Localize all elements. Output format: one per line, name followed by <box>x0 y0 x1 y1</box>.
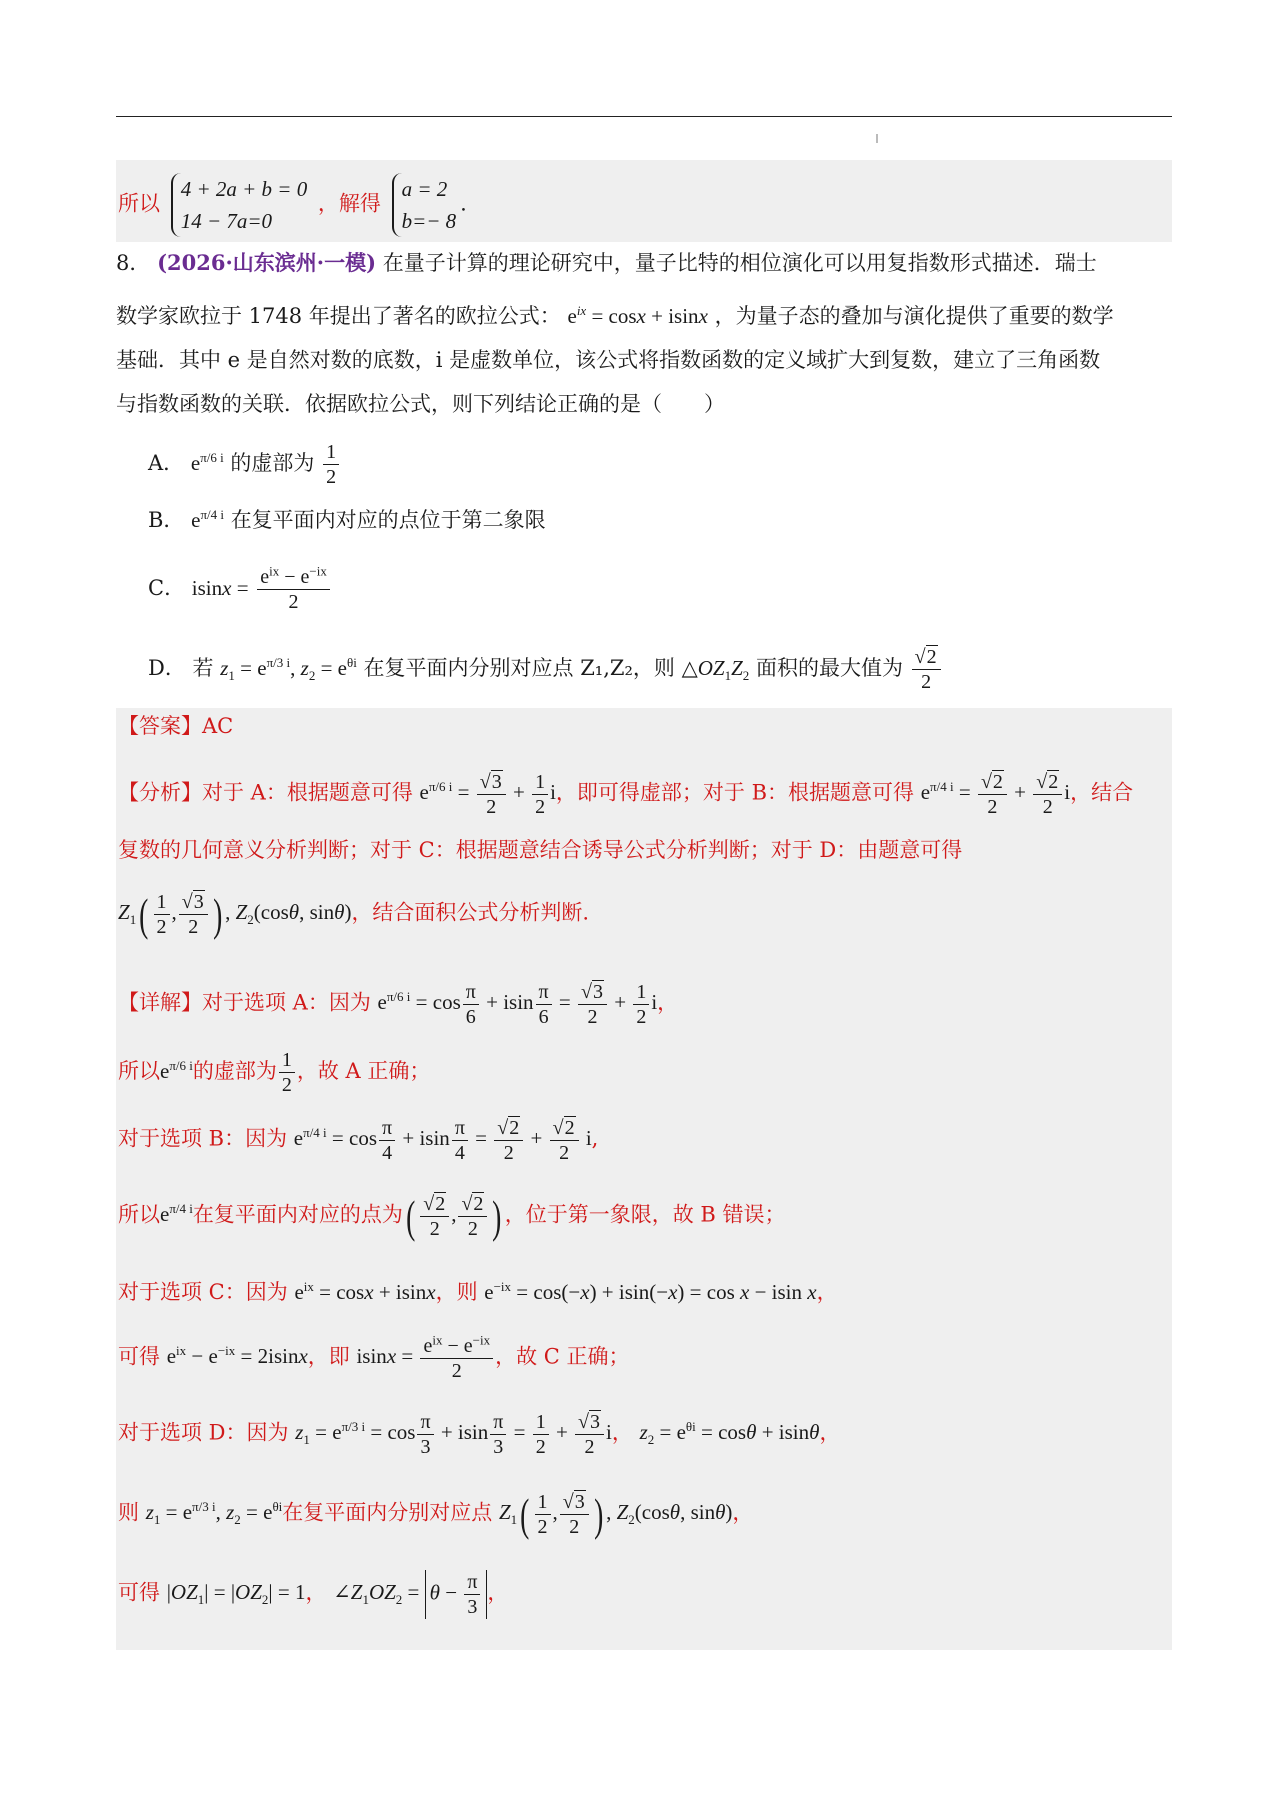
detail-text-2b: 的虚部为 <box>192 1059 277 1083</box>
detail-line-3: 对于选项 B：因为 $e^{\pi/4 i} = \cos$ $\frac{\pi}{4}$ + isin $\frac{\pi}{4}$ = $\frac{√2}{2}$ + $\frac{√2}{2}$ i, <box>118 1117 599 1164</box>
question-text-2b: ，为量子态的叠加与演化提供了重要的数学 <box>714 304 1114 328</box>
equation-system <box>171 173 308 237</box>
prev-solution-block <box>116 160 1172 242</box>
answer-label: 【答案】AC <box>118 714 234 738</box>
detail-line-5: 对于选项 C：因为 $e^{ix} = \cos x + isinx$，则 $e^{-ix} = \cos(-x) + isin(-x) = \cos x - isin$ x， <box>118 1279 838 1304</box>
analysis-text-1c: ，结合 <box>1070 780 1134 805</box>
detail-line-1: 【详解】对于选项 A：因为 $e^{\pi/6 i} = \cos$ $\frac{\pi}{6}$ + isin $\frac{\pi}{6}$ = $\frac{√3}{2}$ + $\frac{1}{2}$ i， <box>118 981 679 1028</box>
question-line-3: 基础．其中 e 是自然对数的底数，i 是虚数单位，该公式将指数函数的定义域扩大到复数，建立了三角函数 <box>116 348 1101 372</box>
detail-text-8a: 则 <box>118 1500 139 1525</box>
option-d-post: 面积的最大值为 <box>755 656 903 680</box>
option-c[interactable]: C． isinx = $\frac{e^{ix} - e^{-ix}}{2}$ <box>148 565 332 614</box>
solution-2: b=− 8 <box>401 209 457 233</box>
option-a[interactable]: A． $e^{\pi/6 i}$ 的虚部为 $\frac{1}{2}$ <box>148 440 341 489</box>
detail-text-6c: ，故 C 正确； <box>495 1344 630 1369</box>
question-line-1 <box>116 249 1097 277</box>
header-rule <box>116 116 1172 117</box>
detail-text-4b: 在复平面内对应的点为 <box>192 1202 403 1227</box>
analysis-text-1b: ，即可得虚部；对于 B：根据题意可得 <box>555 780 915 805</box>
equation-1: 4 + 2a + b = 0 <box>180 177 308 201</box>
option-b-label: B． <box>148 508 185 532</box>
prev-mid: ，解得 <box>317 191 381 216</box>
option-c-label: C． <box>148 576 186 600</box>
option-b[interactable]: B． $e^{\pi/4 i}$ 在复平面内对应的点位于第二象限 <box>148 507 546 532</box>
detail-text-1: 对于选项 A：因为 <box>202 990 371 1015</box>
detail-text-7: 对于选项 D：因为 <box>118 1420 289 1445</box>
detail-line-8: 则 $z_1 = e^{\pi/3 i}$, $z_2 = e^{\theta i}$在复平面内分别对应点 $Z_1$( $\frac{1}{2}$ , $\frac{√3}{2}$ ) , $Z_2(\cos\theta$, sinθ)， <box>118 1488 754 1540</box>
detail-text-4a: 所以 <box>118 1202 160 1227</box>
detail-line-7: 对于选项 D：因为 $z_1 = e^{\pi/3 i} = \cos$ $\frac{\pi}{3}$ + isin $\frac{\pi}{3}$ = $\frac{1}{2}$ + $\frac{√3}{2}$ i， $z_2 = e^{\theta i} = \cos\theta + isin\theta$， <box>118 1411 841 1458</box>
analysis-text-1a: 对于 A：根据题意可得 <box>202 780 413 805</box>
detail-text-3: 对于选项 B：因为 <box>118 1126 288 1151</box>
option-b-text: 在复平面内对应的点位于第二象限 <box>230 508 546 532</box>
detail-line-9: 可得 $|OZ_1| = |OZ_2| = 1$， $\angle Z_1OZ_2 = \theta$ − $\frac{\pi}{3}$ ， <box>118 1571 509 1618</box>
prev-lead: 所以 <box>118 191 160 216</box>
detail-text-6b: ，即 <box>307 1344 350 1369</box>
detail-label: 【详解】 <box>118 990 202 1015</box>
option-d-mid: 在复平面内分别对应点 Z₁,Z₂，则 <box>363 656 675 680</box>
detail-text-2a: 所以 <box>118 1059 160 1083</box>
question-source: (2026·山东滨州·一模) <box>157 250 377 275</box>
detail-text-9: 可得 <box>118 1580 160 1605</box>
detail-line-6: 可得 $e^{ix} - e^{-ix} = 2isinx$，即 isinx = $\frac{e^{ix} - e^{-ix}}{2}$ ，故 C 正确； <box>118 1332 630 1382</box>
solution-system <box>392 173 457 237</box>
detail-text-8b: 在复平面内分别对应点 <box>282 1500 493 1525</box>
question-line-4: 与指数函数的关联．依据欧拉公式，则下列结论正确的是（ ） <box>116 392 725 416</box>
option-d-pre: 若 <box>192 656 214 680</box>
question-text-2a: 数学家欧拉于 1748 年提出了著名的欧拉公式： <box>116 304 561 328</box>
question-number: 8． <box>116 251 151 275</box>
option-a-label: A． <box>148 451 185 475</box>
analysis-line-3: $Z_1$( $\frac{1}{2}$ , $\frac{√3}{2}$ ) , $Z_2(\cos\theta$, sinθ)，结合面积公式分析判断. <box>118 888 590 940</box>
detail-line-2: 所以$e^{\pi/6 i}$的虚部为 $\frac{1}{2}$ ，故 A 正确； <box>118 1049 431 1096</box>
analysis-line-1: 【分析】对于 A：根据题意可得 $e^{\pi/6 i}$ = $\frac{√3}{2}$ + $\frac{1}{2}$ i，即可得虚部；对于 B：根据题意可得 $e^{\pi/4 i}$ = $\frac{√2}{2}$ + $\frac{√2}{2}$ i，结合 <box>118 771 1134 818</box>
equation-2: 14 − 7a=0 <box>180 209 273 233</box>
detail-text-5b: ，则 <box>435 1280 478 1304</box>
option-d[interactable]: D． 若 $z_1 = e^{\pi/3 i}$, $z_2 = e^{\theta i}$ 在复平面内分别对应点 Z₁,Z₂，则 $\triangle OZ_1Z_2$ 面积的最大值为 $\frac{√2}{2}$ <box>148 645 943 694</box>
detail-text-4c: ，位于第一象限，故 B 错误； <box>504 1202 786 1227</box>
analysis-label: 【分析】 <box>118 780 202 805</box>
solution-1: a = 2 <box>401 177 448 201</box>
detail-text-2c: ，故 A 正确； <box>296 1059 431 1083</box>
question-text-1: 在量子计算的理论研究中，量子比特的相位演化可以用复指数形式描述．瑞士 <box>382 251 1097 275</box>
option-d-label: D． <box>148 656 186 680</box>
analysis-text-3: ，结合面积公式分析判断. <box>351 900 590 925</box>
question-line-2 <box>116 302 1114 330</box>
detail-text-5: 对于选项 C：因为 <box>118 1280 288 1304</box>
prev-solution-line: 所以 4 + 2a + b = 0 14 − 7a=0 ，解得 a = 2 b=− 8 . <box>118 173 467 237</box>
header-mark <box>876 134 878 143</box>
euler-formula: $e^{ix} = \cos x + isinx$ <box>567 303 708 328</box>
option-a-text: 的虚部为 <box>230 451 315 475</box>
detail-line-4: 所以$e^{\pi/4 i}$在复平面内对应的点为( $\frac{√2}{2}$ , $\frac{√2}{2}$ ) ，位于第一象限，故 B 错误； <box>118 1190 786 1242</box>
analysis-line-2: 复数的几何意义分析判断；对于 C：根据题意结合诱导公式分析判断；对于 D：由题意可得 <box>118 838 963 862</box>
detail-text-6a: 可得 <box>118 1344 160 1369</box>
